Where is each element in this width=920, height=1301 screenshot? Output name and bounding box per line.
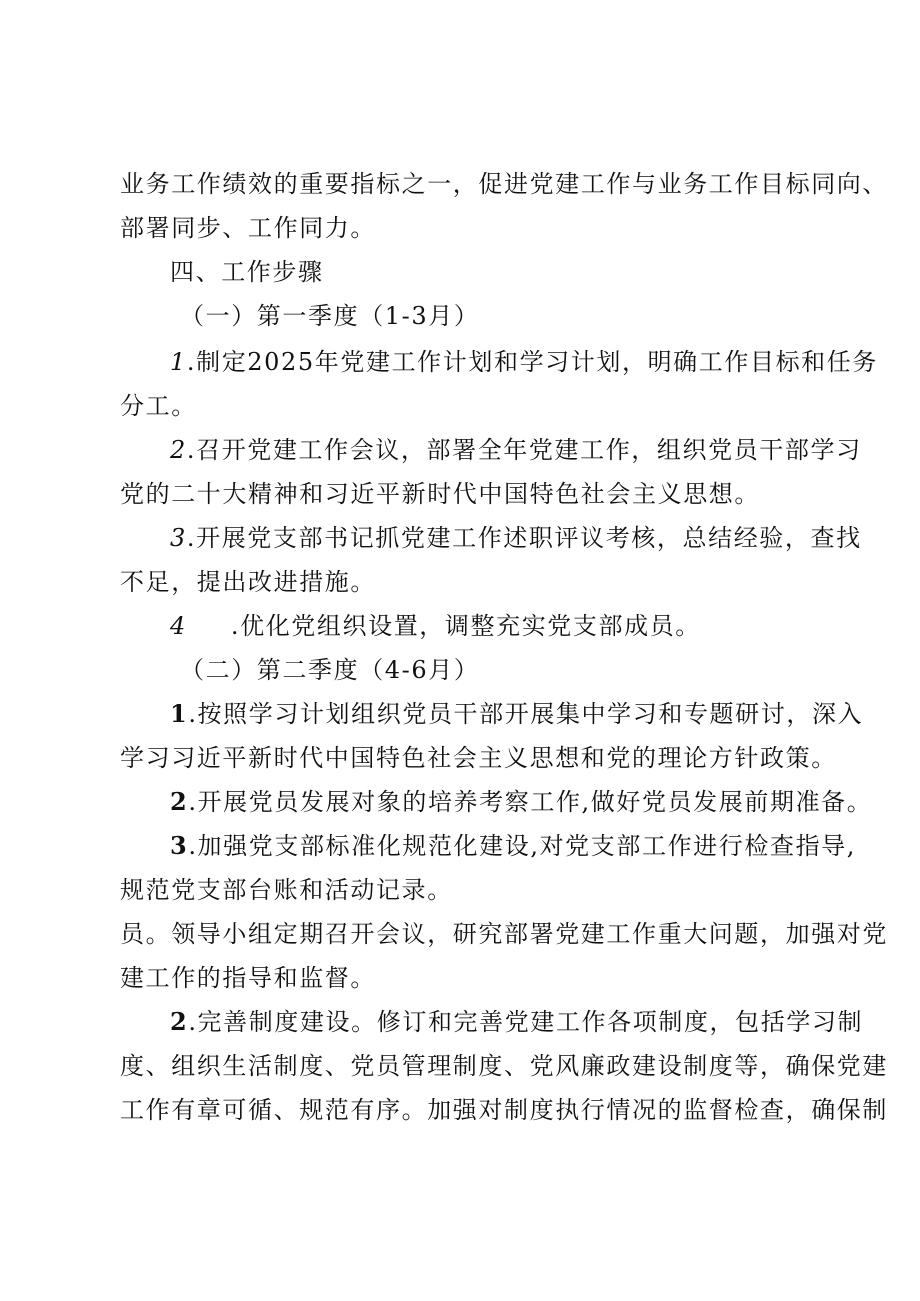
list-item-continuation: 不足，提出改进措施。 [120, 568, 376, 596]
list-item-continuation: 党的二十大精神和习近平新时代中国特色社会主义思想。 [120, 480, 760, 508]
item-number: 2 [170, 787, 189, 816]
paragraph-line: 建工作的指导和监督。 [120, 964, 376, 992]
list-item-continuation: 度、组织生活制度、党员管理制度、党风廉政建设制度等，确保党建 [120, 1052, 888, 1080]
list-item [170, 610, 701, 642]
item-text: .制定2025年党建工作计划和学习计划，明确工作目标和任务 [186, 348, 878, 376]
list-item [170, 434, 862, 466]
list-item-continuation: 工作有章可循、规范有序。加强对制度执行情况的监督检查，确保制 [120, 1096, 888, 1124]
list-item-continuation: 学习习近平新时代中国特色社会主义思想和党的理论方针政策。 [120, 744, 837, 772]
list-item-continuation: 规范党支部台账和活动记录。 [120, 876, 453, 904]
list-item-continuation: 分工。 [120, 392, 197, 420]
item-text: .完善制度建设。修订和完善党建工作各项制度，包括学习制 [188, 1008, 864, 1036]
paragraph-line: 部署同步、工作同力。 [120, 214, 376, 242]
list-item [170, 346, 878, 378]
subsection-heading: （二）第二季度（4-6月） [180, 656, 480, 684]
paragraph-line: 业务工作绩效的重要指标之一，促进党建工作与业务工作目标同向、 [120, 170, 888, 198]
item-number: 2 [170, 1007, 189, 1036]
item-text: .开展党员发展对象的培养考察工作,做好党员发展前期准备。 [188, 788, 873, 816]
list-item [170, 786, 872, 818]
list-item [170, 698, 863, 730]
list-item [170, 522, 862, 554]
item-number: 1 [170, 348, 187, 376]
item-text: .开展党支部书记抓党建工作述职评议考核，总结经验，查找 [186, 524, 862, 552]
item-number: 3 [170, 831, 189, 860]
list-item [170, 830, 856, 862]
section-heading: 四、工作步骤 [170, 258, 324, 286]
paragraph-line: 员。领导小组定期召开会议，研究部署党建工作重大问题，加强对党 [120, 920, 888, 948]
item-number: 3 [170, 524, 187, 552]
item-text: .优化党组织设置，调整充实党支部成员。 [230, 612, 701, 640]
item-text: .召开党建工作会议，部署全年党建工作，组织党员干部学习 [186, 436, 862, 464]
list-item [170, 1006, 863, 1038]
subsection-heading: （一）第一季度（1-3月） [180, 302, 480, 330]
item-number: 2 [170, 436, 187, 464]
item-text: .按照学习计划组织党员干部开展集中学习和专题研讨，深入 [188, 700, 864, 728]
item-number: 4 [170, 612, 187, 640]
item-text: .加强党支部标准化规范化建设,对党支部工作进行检查指导, [188, 832, 856, 860]
item-number: 1 [170, 699, 189, 728]
